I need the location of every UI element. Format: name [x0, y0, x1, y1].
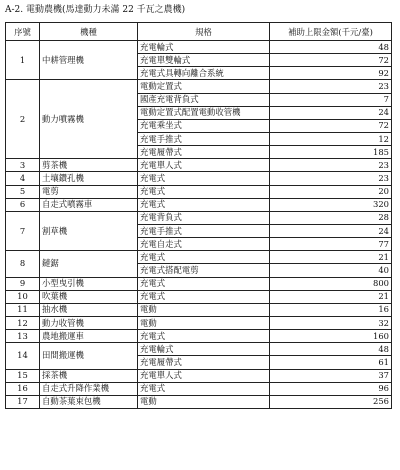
spec-cell: 充電式具轉向離合系統	[138, 67, 270, 80]
amount-cell: 24	[270, 224, 392, 237]
row-number: 3	[6, 159, 40, 172]
machine-name: 動力噴霧機	[40, 80, 138, 159]
table-row	[6, 343, 392, 356]
table-row	[6, 330, 392, 343]
spec-cell: 電動定置式配置電動收管機	[138, 106, 270, 119]
amount-cell: 256	[270, 395, 392, 408]
row-number: 2	[6, 80, 40, 159]
spec-cell: 充電式	[138, 290, 270, 303]
document-title: A-2. 電動農機(馬達動力未滿 22 千瓦之農機)	[5, 5, 186, 15]
amount-cell: 185	[270, 146, 392, 159]
spec-cell: 充電式	[138, 198, 270, 211]
header-no: 序號	[6, 23, 40, 41]
row-number: 16	[6, 382, 40, 395]
table-row	[6, 172, 392, 185]
spec-cell: 充電單人式	[138, 369, 270, 382]
spec-cell: 充電乘坐式	[138, 119, 270, 132]
amount-cell: 16	[270, 303, 392, 316]
amount-cell: 21	[270, 251, 392, 264]
amount-cell: 92	[270, 67, 392, 80]
spec-cell: 充電背負式	[138, 211, 270, 224]
table-row	[6, 316, 392, 329]
spec-cell: 充電履帶式	[138, 146, 270, 159]
machine-name: 採茶機	[40, 369, 138, 382]
machine-name: 自走式噴霧車	[40, 198, 138, 211]
amount-cell: 7	[270, 93, 392, 106]
spec-cell: 充電自走式	[138, 238, 270, 251]
amount-cell: 48	[270, 41, 392, 54]
spec-cell: 充電輪式	[138, 41, 270, 54]
amount-cell: 160	[270, 330, 392, 343]
spec-cell: 充電式	[138, 185, 270, 198]
amount-cell: 32	[270, 316, 392, 329]
table-body	[6, 41, 392, 409]
row-number: 11	[6, 303, 40, 316]
amount-cell: 20	[270, 185, 392, 198]
amount-cell: 37	[270, 369, 392, 382]
amount-cell: 23	[270, 172, 392, 185]
table-row	[6, 395, 392, 408]
machine-name: 吹葉機	[40, 290, 138, 303]
table-row	[6, 303, 392, 316]
table-row	[6, 211, 392, 224]
amount-cell: 61	[270, 356, 392, 369]
spec-cell: 充電手推式	[138, 132, 270, 145]
machine-name: 土壤鑽孔機	[40, 172, 138, 185]
spec-cell: 充電手推式	[138, 224, 270, 237]
spec-cell: 充電式	[138, 251, 270, 264]
machine-name: 動力收管機	[40, 316, 138, 329]
amount-cell: 77	[270, 238, 392, 251]
table-row	[6, 382, 392, 395]
machine-name: 田間搬運機	[40, 343, 138, 369]
amount-cell: 23	[270, 159, 392, 172]
machine-name: 中耕管理機	[40, 41, 138, 80]
amount-cell: 23	[270, 80, 392, 93]
header-spec: 規格	[138, 23, 270, 41]
spec-cell: 充電式	[138, 172, 270, 185]
spec-cell: 電動	[138, 395, 270, 408]
spec-cell: 電動	[138, 316, 270, 329]
row-number: 14	[6, 343, 40, 369]
machine-name: 割草機	[40, 211, 138, 250]
row-number: 17	[6, 395, 40, 408]
machine-name: 鏈鋸	[40, 251, 138, 277]
machine-name: 農地搬運車	[40, 330, 138, 343]
header-machine: 機種	[40, 23, 138, 41]
amount-cell: 800	[270, 277, 392, 290]
machine-name: 自動茶葉束包機	[40, 395, 138, 408]
spec-cell: 充電式	[138, 277, 270, 290]
spec-cell: 國產充電背負式	[138, 93, 270, 106]
header-row	[6, 23, 392, 41]
spec-cell: 充電式	[138, 330, 270, 343]
spec-cell: 電動	[138, 303, 270, 316]
row-number: 10	[6, 290, 40, 303]
row-number: 6	[6, 198, 40, 211]
machine-name: 電剪	[40, 185, 138, 198]
row-number: 8	[6, 251, 40, 277]
amount-cell: 48	[270, 343, 392, 356]
amount-cell: 28	[270, 211, 392, 224]
spec-cell: 充電輪式	[138, 343, 270, 356]
table-row	[6, 277, 392, 290]
amount-cell: 40	[270, 264, 392, 277]
amount-cell: 320	[270, 198, 392, 211]
machine-name: 剪茶機	[40, 159, 138, 172]
row-number: 12	[6, 316, 40, 329]
row-number: 4	[6, 172, 40, 185]
row-number: 5	[6, 185, 40, 198]
spec-cell: 充電單雙輪式	[138, 54, 270, 67]
table-row	[6, 159, 392, 172]
table-row	[6, 185, 392, 198]
header-amount: 補助上限金額(千元/臺)	[270, 23, 392, 41]
subsidy-table	[5, 22, 392, 409]
amount-cell: 21	[270, 290, 392, 303]
table-row	[6, 369, 392, 382]
spec-cell: 充電式	[138, 382, 270, 395]
table-row	[6, 290, 392, 303]
spec-cell: 充電單人式	[138, 159, 270, 172]
table-row	[6, 198, 392, 211]
row-number: 13	[6, 330, 40, 343]
amount-cell: 24	[270, 106, 392, 119]
machine-name: 抽水機	[40, 303, 138, 316]
machine-name: 小型曳引機	[40, 277, 138, 290]
row-number: 7	[6, 211, 40, 250]
amount-cell: 72	[270, 119, 392, 132]
amount-cell: 12	[270, 132, 392, 145]
table-row	[6, 80, 392, 93]
spec-cell: 電動定置式	[138, 80, 270, 93]
spec-cell: 充電履帶式	[138, 356, 270, 369]
row-number: 9	[6, 277, 40, 290]
spec-cell: 充電式搭配電剪	[138, 264, 270, 277]
row-number: 1	[6, 41, 40, 80]
row-number: 15	[6, 369, 40, 382]
amount-cell: 96	[270, 382, 392, 395]
machine-name: 自走式升降作業機	[40, 382, 138, 395]
table-row	[6, 251, 392, 264]
table-row	[6, 41, 392, 54]
amount-cell: 72	[270, 54, 392, 67]
